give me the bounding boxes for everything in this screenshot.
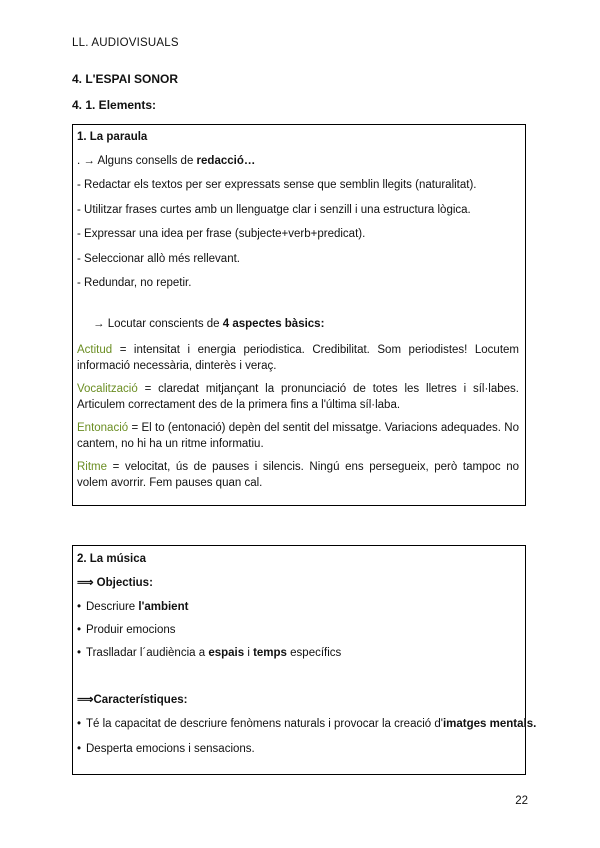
aspect-term: Ritme (77, 461, 108, 473)
tip-item: - Expressar una idea per frase (subjecte+verb+predicat). (77, 228, 366, 240)
la-paraula-box (72, 124, 526, 506)
features-label: ⟹Característiques: (77, 694, 188, 706)
aspect-item: Actitud = intensitat i energia periodistica. Credibilitat. Som periodistes! Locutem informació necessària, dinterès i veraç. (77, 344, 519, 372)
list-item: • Té la capacitat de descriure fenòmens naturals i provocar la creació d'imatges mentals. (77, 718, 537, 730)
bullet-icon: • (77, 601, 82, 613)
tip-item: - Redactar els textos per ser expressats sense que semblin llegits (naturalitat). (77, 179, 477, 191)
bullet-icon: • (77, 718, 82, 730)
aspects-intro: → Locutar conscients de 4 aspectes bàsics: (93, 318, 325, 330)
page-header: LL. AUDIOVISUALS (72, 37, 179, 49)
aspect-item: Ritme = velocitat, ús de pauses i silencis. Ningú ens persegueix, però tampoc no volem avorrir. Fem pauses quan cal. (77, 461, 519, 489)
list-item: • Traslladar l´audiència a espais i temps específics (77, 647, 342, 659)
aspect-item: Entonació = El to (entonació) depèn del sentit del missatge. Variacions adequades. No cantem, no hi ha un ritme informatiu. (77, 422, 519, 450)
aspect-term: Entonació (77, 422, 129, 434)
bullet-icon: • (77, 647, 82, 659)
list-item: • Produir emocions (77, 624, 176, 636)
aspect-term: Actitud (77, 344, 113, 356)
aspect-item: Vocalització = claredat mitjançant la pronunciació de totes les lletres i síl·labes. Articulem correctament des de la primera fins a l'última síl·laba. (77, 383, 519, 411)
tip-item: - Redundar, no repetir. (77, 277, 192, 289)
subsection-title: 4. 1. Elements: (72, 98, 157, 112)
page-number: 22 (515, 795, 528, 807)
bullet-icon: • (77, 743, 82, 755)
box-title: 2. La música (77, 553, 147, 565)
section-title: 4. L'ESPAI SONOR (72, 72, 178, 86)
tip-item: - Utilitzar frases curtes amb un llenguatge clar i senzill i una estructura lògica. (77, 204, 471, 216)
list-item: • Desperta emocions i sensacions. (77, 743, 255, 755)
aspect-term: Vocalització (77, 383, 138, 395)
tip-item: - Seleccionar allò més rellevant. (77, 253, 240, 265)
bullet-icon: • (77, 624, 82, 636)
objectives-label: ⟹ Objectius: (77, 577, 153, 589)
intro-line: . → Alguns consells de redacció… (77, 155, 256, 167)
la-musica-box (72, 545, 537, 775)
list-item: • Descriure l'ambient (77, 601, 189, 613)
box-title: 1. La paraula (77, 131, 148, 143)
